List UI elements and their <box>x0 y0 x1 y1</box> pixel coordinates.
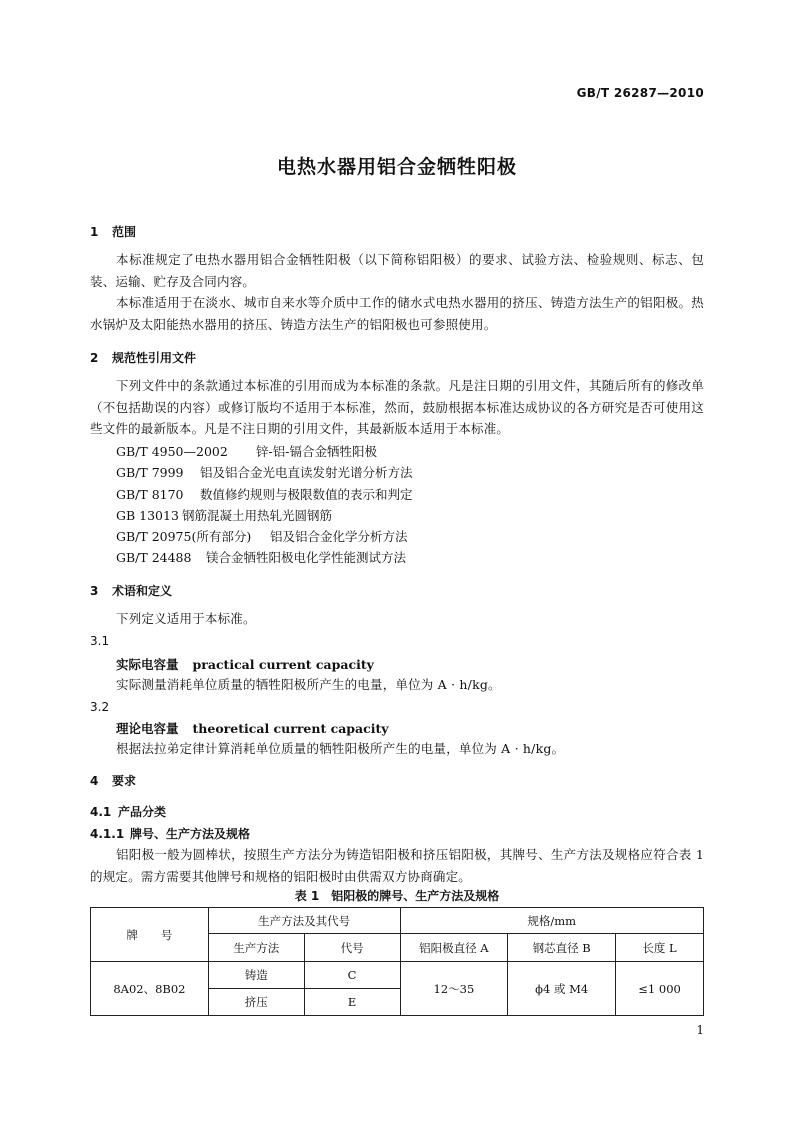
cell-code: C <box>304 962 400 989</box>
reference-item <box>116 442 377 460</box>
table-caption: 表 1 铝阳极的牌号、生产方法及规格 <box>294 889 500 903</box>
reference-name: 铝及铝合金化学分析方法 <box>270 529 408 544</box>
paragraph: 铝阳极一般为圆棒状，按照生产方法分为铸造铝阳极和挤压铝阳极，其牌号、生产方法及规格应符合表 1 的规定。需方需要其他牌号和规格的铝阳极时由供需双方协商确定。 <box>90 847 704 884</box>
section-4-heading <box>90 772 136 789</box>
term-en: practical current capacity <box>192 657 374 672</box>
standard-number: GB/T 26287—2010 <box>576 86 704 100</box>
reference-code: GB/T 20975(所有部分) <box>116 529 252 544</box>
cell-method: 铸造 <box>208 962 304 989</box>
subsection-number: 4.1 <box>90 805 112 819</box>
header-length: 长度 L <box>616 934 704 962</box>
section-number: 2 <box>90 351 99 365</box>
reference-code: GB/T 7999 <box>116 465 184 480</box>
term-number: 3.2 <box>90 700 110 714</box>
subsection-title: 产品分类 <box>118 805 167 819</box>
reference-code: GB/T 24488 <box>116 550 192 565</box>
header-method: 生产方法 <box>208 934 304 962</box>
subsection-title: 牌号、生产方法及规格 <box>130 827 251 841</box>
paragraph: 下列文件中的条款通过本标准的引用而成为本标准的条款。凡是注日期的引用文件，其随后所有的修改单（不包括勘误的内容）或修订版均不适用于本标准，然而，鼓励根据本标准达成协议的各方研究是否可使用这些文件的最新版本。凡是不注日期的引用文件，其最新版本适用于本标准。 <box>90 378 704 436</box>
header-anode-diameter: 铝阳极直径 A <box>400 934 508 962</box>
reference-code: GB 13013 <box>116 508 179 523</box>
section-1-heading <box>90 223 136 240</box>
section-3-heading <box>90 582 172 599</box>
cell-code: E <box>304 989 400 1016</box>
reference-item <box>116 506 332 524</box>
reference-item <box>116 527 408 545</box>
term-zh: 理论电容量 <box>116 721 179 736</box>
section-2-heading <box>90 349 196 366</box>
section-number: 4 <box>90 774 99 788</box>
spec-table <box>90 907 704 1016</box>
reference-name: 钢筋混凝土用热轧光圆钢筋 <box>182 508 333 523</box>
reference-code: GB/T 4950—2002 <box>116 444 228 459</box>
section-number: 1 <box>90 225 99 239</box>
section-title: 范围 <box>112 225 137 239</box>
paragraph: 下列定义适用于本标准。 <box>116 611 256 626</box>
header-method-group: 生产方法及其代号 <box>208 908 400 934</box>
paragraph: 本标准适用于在淡水、城市自来水等介质中工作的储水式电热水器用的挤压、铸造方法生产的铝阳极。热水锅炉及太阳能热水器用的挤压、铸造方法生产的铝阳极也可参照使用。 <box>90 295 704 332</box>
section-number: 3 <box>90 584 99 598</box>
cell-anode-diameter: 12～35 <box>400 962 508 1016</box>
paragraph: 本标准规定了电热水器用铝合金牺牲阳极（以下简称铝阳极）的要求、试验方法、检验规则、标志、包装、运输、贮存及合同内容。 <box>90 252 704 289</box>
header-code: 代号 <box>304 934 400 962</box>
reference-code: GB/T 8170 <box>116 487 184 502</box>
reference-name: 锌-铝-镉合金牺牲阳极 <box>256 444 377 459</box>
term-zh: 实际电容量 <box>116 657 179 672</box>
cell-method: 挤压 <box>208 989 304 1016</box>
section-title: 术语和定义 <box>112 584 173 598</box>
reference-name: 数值修约规则与极限数值的表示和判定 <box>200 487 413 502</box>
subsection-number: 4.1.1 <box>90 827 125 841</box>
term-definition: 实际测量消耗单位质量的牺牲阳极所产生的电量，单位为 A · h/kg。 <box>116 677 501 692</box>
term-heading <box>116 719 389 737</box>
reference-item <box>116 485 413 503</box>
cell-length: ≤1 000 <box>616 962 704 1016</box>
term-number: 3.1 <box>90 634 110 648</box>
term-heading <box>116 655 374 673</box>
subsection-heading <box>90 803 166 820</box>
cell-core-diameter: ϕ4 或 M4 <box>508 962 616 1016</box>
reference-name: 镁合金牺牲阳极电化学性能测试方法 <box>206 550 407 565</box>
reference-item <box>116 548 406 566</box>
header-core-diameter: 钢芯直径 B <box>508 934 616 962</box>
reference-item <box>116 463 413 481</box>
reference-name: 铝及铝合金光电直读发射光谱分析方法 <box>200 465 413 480</box>
header-spec-group: 规格/mm <box>400 908 704 934</box>
page-number: 1 <box>696 1023 704 1037</box>
page-title: 电热水器用铝合金牺牲阳极 <box>276 156 517 178</box>
term-en: theoretical current capacity <box>192 721 389 736</box>
header-grade: 牌 号 <box>91 908 209 962</box>
cell-grade: 8A02、8B02 <box>91 962 209 1016</box>
subsection-heading <box>90 825 250 842</box>
term-definition: 根据法拉弟定律计算消耗单位质量的牺牲阳极所产生的电量，单位为 A · h/kg。 <box>116 741 565 756</box>
section-title: 规范性引用文件 <box>112 351 197 365</box>
section-title: 要求 <box>112 774 137 788</box>
